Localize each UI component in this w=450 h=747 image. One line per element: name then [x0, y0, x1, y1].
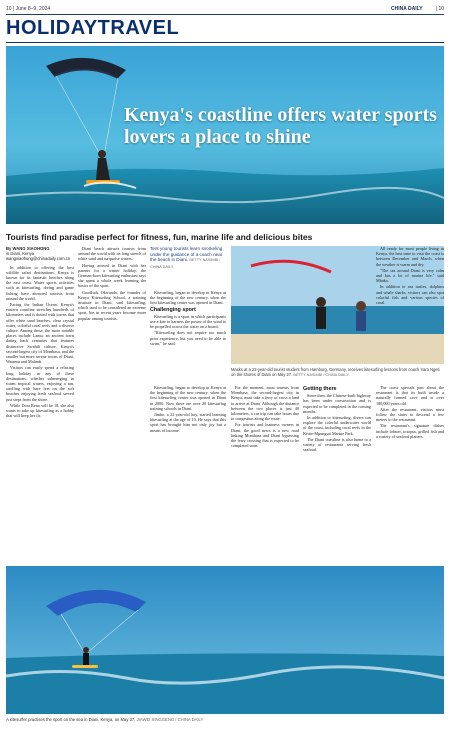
section-heading: Challenging sport: [150, 306, 196, 313]
paragraph: Jimbo, a 22-year-old boy, started learning kitesurfing at the age of 10. He says that this sport has brought him not only joy but a means of income.: [150, 412, 226, 433]
subheadline: Tourists find paradise perfect for fitness, fun, marine life and delicious bites: [6, 232, 313, 242]
article-column-6: [303, 385, 371, 453]
article-column-7: [376, 246, 444, 306]
page-number: | 10: [435, 6, 444, 12]
paragraph: Goodluck Okwaada, the founder of Kenya Kitesurfing School, a training institute in Diani, said kitesurfing, which used to be considered an extreme sport, has in recent years become more popular among tourists.: [78, 289, 146, 321]
paragraph: The Diani coastline is also home to a variety of restaurants serving fresh seafood.: [303, 436, 371, 453]
section-heading: Getting there: [303, 386, 337, 392]
caption-text: Masks at a 22-year-old tourist student from Hamburg, Germany, receives kitesurfing lessons from coach Irara Ngeti on the shores of Diani on May 27.: [231, 367, 440, 377]
article-column-5: [231, 385, 299, 449]
byline-author: By WANG XIAOHONG: [6, 246, 50, 251]
paragraph: Since then, the Chinese-built highway has been under construction and is expected to be completed in the coming months.: [303, 393, 371, 414]
paragraph: The coast specials part about the restaurant is that its built inside a naturally formed cave and is over 180,000 years old.: [376, 385, 444, 406]
paragraph: In addition to offering the best wildlife safari destinations, Kenya is known for its fantastic beaches along the east coast. Water sports activities such as kitesurfing, diving and game fishing have attracted tourists from around the world.: [6, 264, 74, 301]
paragraph: For the moment, most tourists from Mombasa, the second-largest city in Kenya, must take a ferry or cross a land to arrive at Diani. Although the distance between the two places is just 40 kilometers, a car trip can take hours due to congestion along the route.: [231, 385, 299, 422]
paragraph: Diani beach attracts tourists from around the world with its long stretch of white sand and turquoise waters.: [78, 246, 146, 262]
paragraph: All ready for most people living in Kenya, the best time to visit the coast is between December and March, when the weather is warm and dry.: [376, 246, 444, 267]
photo-caption-mid: [231, 367, 444, 378]
paper-name: CHINA DAILY: [391, 6, 423, 12]
photo-caption-bottom: [6, 717, 444, 722]
article-column-2: [78, 246, 146, 322]
paragraph: After the restaurant, visitors must follow the stairs to descend a few meters to the restaurant.: [376, 406, 444, 423]
article-column-4: [150, 385, 226, 434]
caption-credit: BETTY NASIMBI / CHINA DAILY: [150, 258, 221, 269]
paragraph: "Kitesurfing does not require too much prior experience, but you need to be able to swim," he said.: [150, 330, 226, 346]
section-masthead: HOLIDAYTRAVEL: [6, 17, 180, 39]
paragraph: Kitesurfing is a sport in which participants use a kite to harness the power of the wind to be propelled across the water on a board.: [150, 313, 226, 330]
byline-location: in Diani, Kenya: [6, 251, 35, 257]
photo-caption-small: [150, 246, 226, 270]
paragraph: Facing the Indian Ocean, Kenya's eastern coastline stretches hundreds of kilometers and is dotted with towns that offer white sand beaches, clear crystal water, colorful coral reefs and a diverse culture. Among these, the more notable places include Lamu, an ancient town dating back centuries that features distinctive Swahili culture, Kenya's second-largest city of Mombasa, and the smaller but more serene towns of Diani, Watamu and Malindi.: [6, 302, 74, 365]
paragraph: The restaurant's signature dishes include lobster, octopus, grilled fish and a variety of seafood platters.: [376, 423, 444, 439]
kitesurfer-photo: [6, 566, 444, 714]
byline-email: wangxiaohong@chinadaily.com.cn: [6, 256, 71, 262]
paragraph: Kitesurfing, began to develop in Kenya at the beginning of the new century, when the first kitesurfing center was opened in Diani.: [150, 290, 226, 306]
caption-text: Tent young tourists learn snorkeling under the guidance of a coach near the beach in Diani.: [150, 246, 223, 263]
paragraph: Visitors can easily spend a relaxing long holiday in any of these destinations, whether submerging in warm tropical waters, enjoying a tan, strolling with bare feet on the soft beaches enjoying fresh seafood served just steps from the shore.: [6, 365, 74, 402]
article-column-1: [6, 246, 74, 420]
caption-text: A kitesurfer practises the sport on the sea in Diani, Kenya, on May 27.: [6, 717, 136, 722]
masthead-rule: [6, 42, 444, 43]
byline: [6, 246, 74, 262]
paragraph: Kitesurfing, began to develop in Kenya at the beginning of the new century, when the first kitesurfing center was opened in Diani in 2000. Now there are over 20 kitesurfing training schools in Diani.: [150, 385, 226, 411]
caption-credit: BETTY NASIMBI / CHINA DAILY: [293, 373, 349, 377]
caption-credit: JIAWEI XINGGENG / CHINA DAILY: [136, 717, 204, 722]
article-column-3: [150, 290, 226, 347]
paragraph: Having arrived in Diani with her parents for a winter holiday, the German-born kitesurfing enthusiast says she spent a whole week learning the basics of the sport.: [78, 262, 146, 289]
page-header: [6, 5, 444, 13]
paragraph: For tourists and business owners in Diani, the good news is a new road linking Mombasa and Diani bypassing the ferry crossing that is expected to be completed soon.: [231, 422, 299, 449]
article-column-8: [376, 385, 444, 440]
paragraph: "The sea around Diani is very calm and has a lot of marine life," said Mbaka.: [376, 267, 444, 284]
paragraph: In addition to kitesurfing, divers can explore the colorful underwater world of the coast, including coral reefs in the Kisite-Mpunguti Marine Park.: [303, 415, 371, 436]
header-rule: [6, 14, 444, 15]
page-date: 10 | June 8–9, 2024: [6, 6, 51, 12]
hero-headline: Kenya's coastline offers water sports lovers a place to shine: [124, 104, 437, 148]
hero-image: [6, 46, 444, 224]
paragraph: While Dora Beno will be 18, she also wants to take up kitesurfing as a hobby that will keep her fit.: [6, 402, 74, 419]
paragraph: In addition to sea turtles, dolphins and whale sharks, visitors can also spot colorful fish and various species of coral.: [376, 284, 444, 306]
